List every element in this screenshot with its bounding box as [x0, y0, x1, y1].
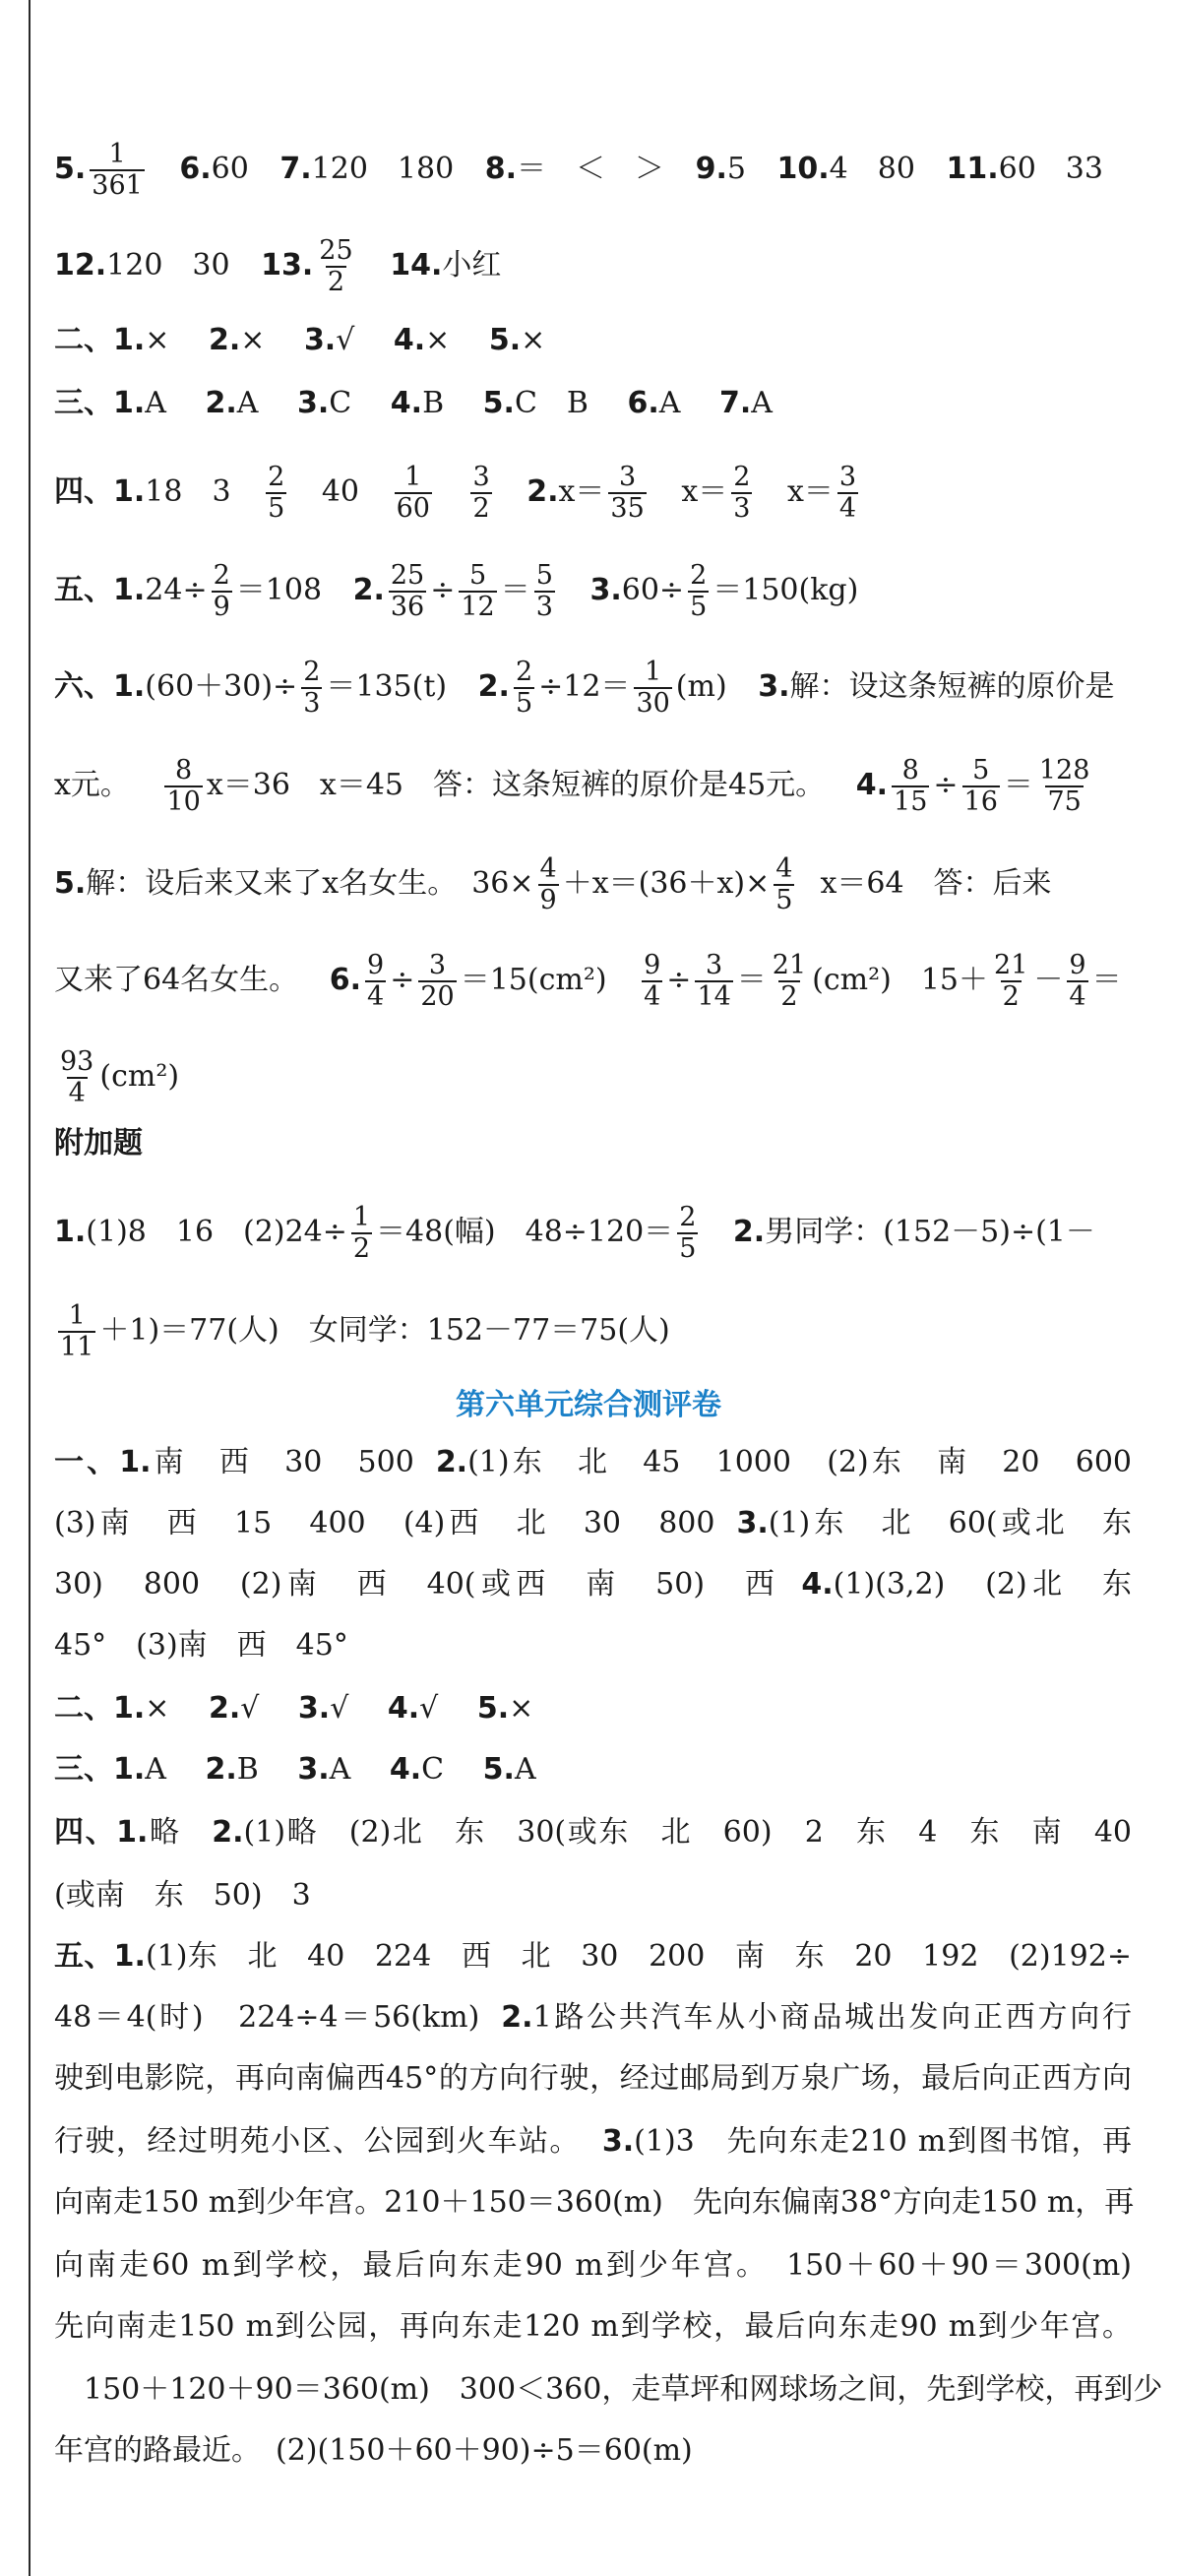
answer-line-part6-d: 又来了64名女生。 6. $\frac{9}{4}$ ÷ $\frac{3}{20}$ ＝15(cm²) $\frac{9}{4}$ ÷ $\frac{3}{14}$ ＝ $\frac{21}{2}$ (cm²) 15＋ $\frac{21}{2}$ － $\frac{9}{4}$ ＝ — [54, 950, 1122, 1012]
fraction: $\frac{3}{2}$ — [472, 462, 490, 524]
extra-questions-title: 附加题 — [54, 1126, 143, 1161]
unit6-part3: 三、1.A 2.B 3.A 4.C 5.A — [54, 1752, 536, 1787]
fraction: $\frac{9}{4}$ — [1069, 950, 1086, 1012]
fraction: $\frac{9}{4}$ — [644, 950, 661, 1012]
unit6-line-1: 一、1.南 西 30 500 2.(1)东 北 45 1000 (2)东 南 20 600 — [54, 1445, 1132, 1479]
answer-line-part6-c: 5.解：设后来又来了x名女生。 36× $\frac{4}{9}$ ＋x＝(36＋x)× $\frac{4}{5}$ x＝64 答：后来 — [54, 853, 1052, 915]
fraction: $\frac{5}{3}$ — [535, 560, 553, 622]
fraction: $\frac{8}{10}$ — [166, 755, 201, 817]
unit6-line-2: (3)南 西 15 400 (4)西 北 30 800 3.(1)东 北 60(或北 东 — [54, 1506, 1133, 1540]
left-margin-rule — [29, 0, 31, 2576]
answer-line-part4: 四、1.18 3 $\frac{2}{5}$ 40 $\frac{1}{60}$ $\frac{3}{2}$ 2.x＝ $\frac{3}{35}$ x＝ $\frac{2}{3}$ x＝ $\frac{3}{4}$ — [54, 462, 857, 524]
unit6-part2: 二、1.× 2.√ 3.√ 4.√ 5.× — [54, 1691, 534, 1726]
fraction: $\frac{21}{2}$ — [772, 950, 807, 1012]
unit6-part5-line-5: 向南走150 m到少年宫。210＋150＝360(m) 先向东偏南38°方向走150 m，再 — [54, 2185, 1135, 2220]
answer-line-part6-a: 六、1.(60＋30)÷ $\frac{2}{3}$ ＝135(t) 2. $\frac{2}{5}$ ÷12＝ $\frac{1}{30}$ (m) 3.解：设这条短裤的原价是 — [54, 657, 1115, 719]
extra-line-1: 1.(1)8 16 (2)24÷ $\frac{1}{2}$ ＝48(幅) 48÷120＝ $\frac{2}{5}$ 2.男同学：(152－5)÷(1－ — [54, 1202, 1095, 1264]
unit6-part5-line-2: 48＝4(时) 224÷4＝56(km) 2.1路公共汽车从小商品城出发向正西方向行 — [54, 2000, 1132, 2035]
fraction: $\frac{1}{60}$ — [396, 462, 430, 524]
fraction: $\frac{3}{4}$ — [838, 462, 857, 524]
extra-line-2: $\frac{1}{11}$ ＋1)＝77(人) 女同学：152－77＝75(人) — [60, 1300, 670, 1362]
fraction: $\frac{2}{5}$ — [268, 462, 285, 524]
fraction: $\frac{93}{4}$ — [60, 1046, 94, 1108]
fraction: $\frac{128}{75}$ — [1038, 755, 1090, 817]
answer-line-part2: 二、1.× 2.× 3.√ 4.× 5.× — [54, 323, 546, 357]
unit6-part5-line-9: 年宫的路最近。 (2)(150＋60＋90)÷5＝60(m) — [54, 2433, 693, 2468]
unit6-part5-line-6: 向南走60 m到学校，最后向东走90 m到少年宫。 150＋60＋90＝300(m) — [54, 2248, 1132, 2283]
fraction: $\frac{2}{5}$ — [690, 560, 708, 622]
unit6-part5-line-3: 驶到电影院，再向南偏西45°的方向行驶，经过邮局到万泉广场，最后向正西方向 — [54, 2061, 1132, 2096]
fraction: $\frac{1}{361}$ — [92, 139, 143, 201]
unit6-part5-line-4: 行驶，经过明苑小区、公园到火车站。 3.(1)3 先向东走210 m到图书馆，再 — [54, 2124, 1133, 2159]
fraction: $\frac{3}{14}$ — [697, 950, 731, 1012]
fraction: $\frac{5}{16}$ — [963, 755, 998, 817]
fraction: $\frac{3}{35}$ — [610, 462, 645, 524]
unit6-line-4: 45° (3)南 西 45° — [54, 1628, 348, 1663]
fraction: $\frac{2}{9}$ — [213, 560, 230, 622]
fraction: $\frac{1}{30}$ — [636, 657, 670, 719]
unit6-part5-line-8: 150＋120＋90＝360(m) 300＜360，走草坪和网球场之间，先到学校，再到少 — [84, 2372, 1163, 2407]
fraction: $\frac{2}{3}$ — [733, 462, 751, 524]
fraction: $\frac{1}{2}$ — [352, 1202, 371, 1264]
answer-line-q12-q14: 12.120 30 13. $\frac{25}{2}$ 14.小红 — [54, 235, 502, 297]
fraction: $\frac{2}{3}$ — [303, 657, 321, 719]
unit6-line-3: 30) 800 (2)南 西 40(或西 南 50) 西 4.(1)(3,2) (2)北 东 — [54, 1567, 1133, 1602]
unit6-part4-line-1: 四、1.略 2.(1)略 (2)北 东 30(或东 北 60) 2 东 4 东 南 40 — [54, 1815, 1133, 1850]
fraction: $\frac{4}{5}$ — [775, 853, 793, 915]
fraction: $\frac{3}{20}$ — [420, 950, 455, 1012]
fraction: $\frac{9}{4}$ — [367, 950, 385, 1012]
fraction: $\frac{1}{11}$ — [60, 1300, 94, 1362]
answer-line-part3: 三、1.A 2.A 3.C 4.B 5.C B 6.A 7.A — [54, 386, 773, 420]
answer-line-part6-e: $\frac{93}{4}$ (cm²) — [60, 1046, 180, 1108]
answer-line-q5-q11: 5. $\frac{1}{361}$ 6.60 7.120 180 8.＝ ＜ ＞ 9.5 10.4 80 11.60 33 — [54, 139, 1103, 201]
fraction: $\frac{2}{5}$ — [515, 657, 533, 719]
unit6-title: 第六单元综合测评卷 — [456, 1388, 721, 1422]
fraction: $\frac{2}{5}$ — [679, 1202, 697, 1264]
unit6-part4-line-2: (或南 东 50) 3 — [54, 1878, 311, 1913]
unit6-part5-line-1: 五、1.(1)东 北 40 224 西 北 30 200 南 东 20 192 (2)192÷ — [54, 1939, 1132, 1974]
answer-line-part6-b: x元。 $\frac{8}{10}$ x＝36 x＝45 答：这条短裤的原价是45元。 4. $\frac{8}{15}$ ÷ $\frac{5}{16}$ ＝ $\frac{128}{75}$ — [54, 755, 1090, 817]
answer-line-part5: 五、1.24÷ $\frac{2}{9}$ ＝108 2. $\frac{25}{36}$ ÷ $\frac{5}{12}$ ＝ $\frac{5}{3}$ 3.60÷ $\frac{2}{5}$ ＝150(kg) — [54, 560, 859, 622]
fraction: $\frac{4}{9}$ — [539, 853, 557, 915]
fraction: $\frac{8}{15}$ — [894, 755, 928, 817]
unit6-part5-line-7: 先向南走150 m到公园，再向东走120 m到学校，最后向东走90 m到少年宫。 — [54, 2309, 1132, 2344]
fraction: $\frac{25}{36}$ — [390, 560, 425, 622]
fraction: $\frac{5}{12}$ — [461, 560, 495, 622]
fraction: $\frac{21}{2}$ — [994, 950, 1028, 1012]
fraction: $\frac{25}{2}$ — [319, 235, 353, 297]
